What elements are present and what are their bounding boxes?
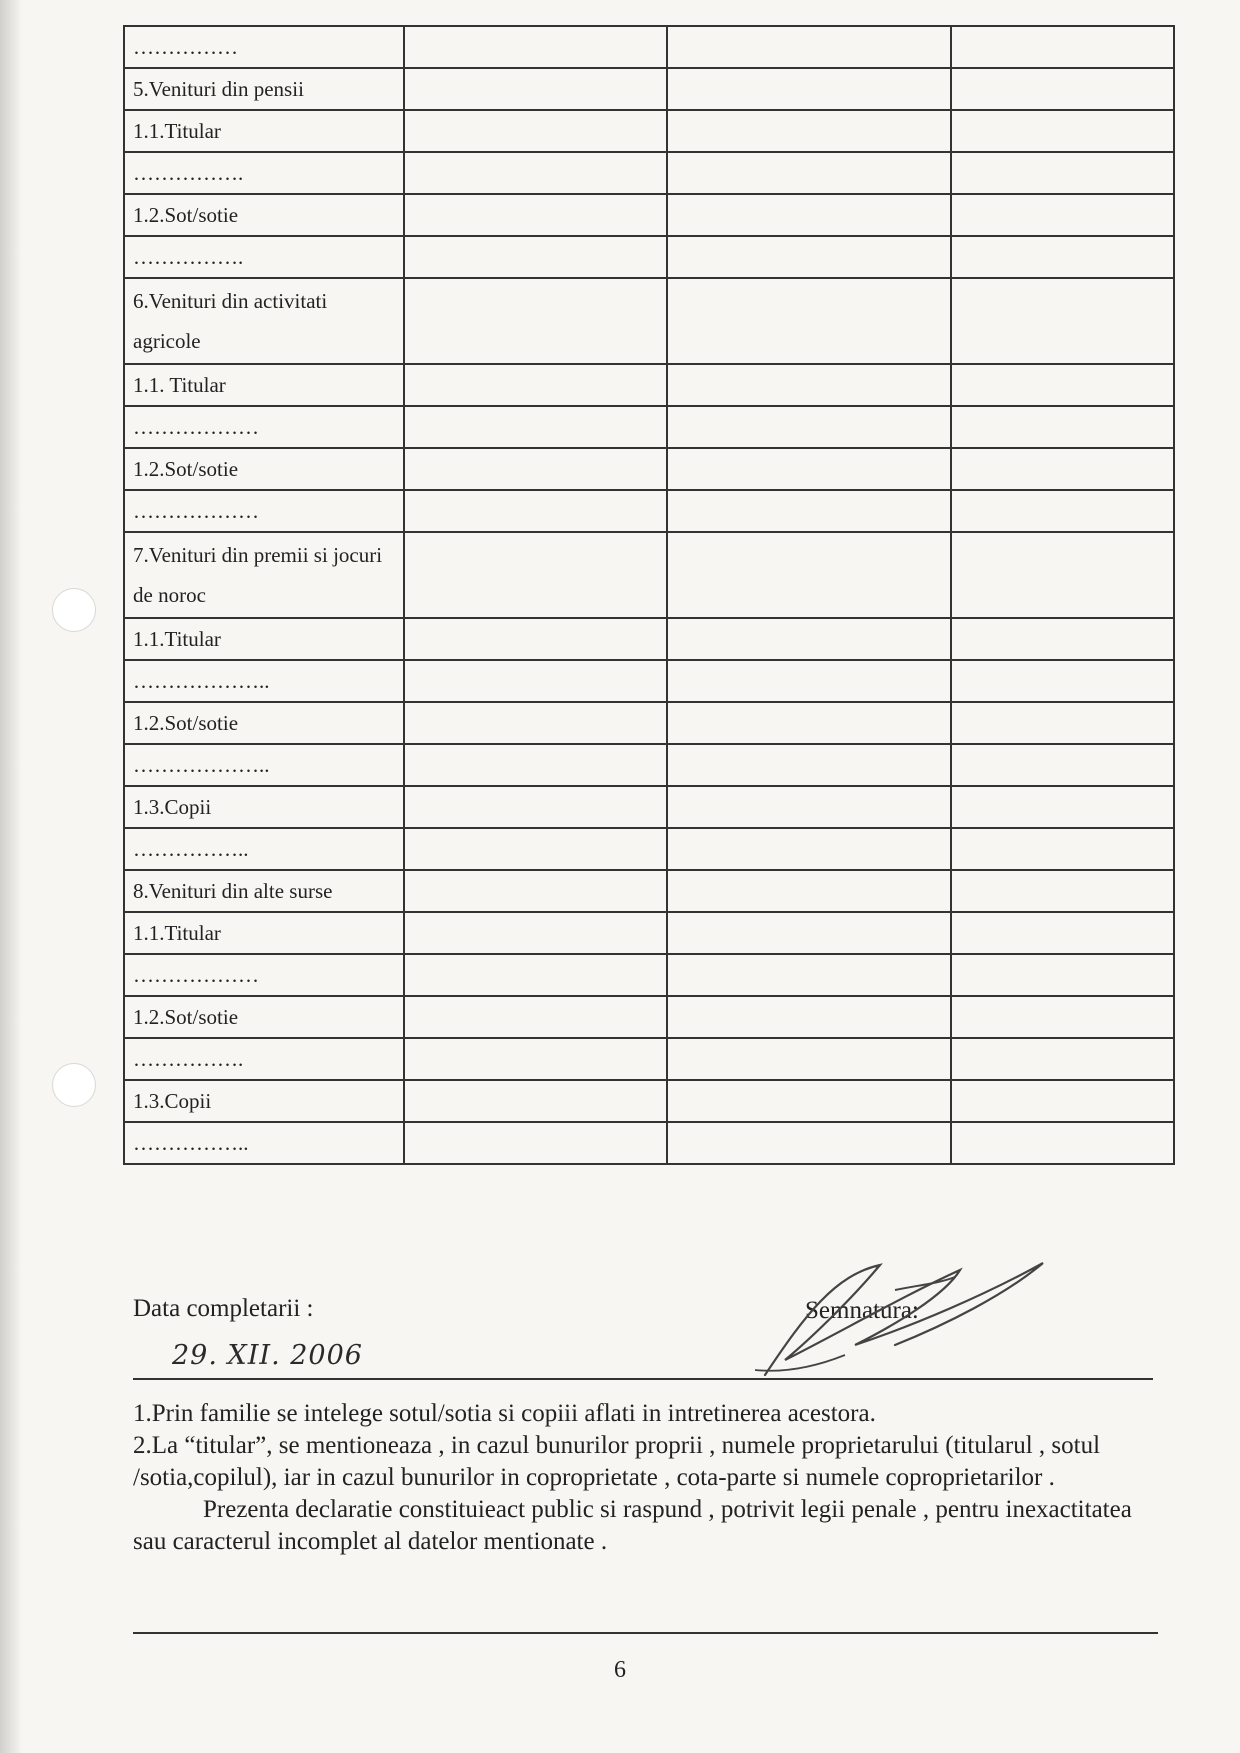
row-label-cell: 1.3.Copii — [124, 786, 404, 828]
table-row — [124, 1080, 1174, 1122]
value-cell — [404, 660, 667, 702]
value-cell — [951, 828, 1174, 870]
row-label-cell: …………….. — [124, 828, 404, 870]
value-cell — [667, 786, 951, 828]
table-row — [124, 870, 1174, 912]
footnote-2: 2.La “titular”, se mentioneaza , in cazul bunurilor proprii , numele proprietarului (titularul , sotul /sotia,copilul), iar in cazul bunurilor in coproprietate , cota-parte si numele coproprietarilor . — [133, 1432, 1101, 1491]
row-label-cell: …………….. — [124, 1122, 404, 1164]
row-label-cell: 8.Venituri din alte surse — [124, 870, 404, 912]
table-row — [124, 406, 1174, 448]
value-cell — [404, 828, 667, 870]
row-label-cell: ……………… — [124, 406, 404, 448]
footnote-1: 1.Prin familie se intelege sotul/sotia si copiii aflati in intretinerea acestora. — [133, 1400, 876, 1427]
value-cell — [951, 660, 1174, 702]
value-cell — [667, 490, 951, 532]
value-cell — [404, 744, 667, 786]
value-cell — [667, 744, 951, 786]
value-cell — [667, 660, 951, 702]
table-row — [124, 1038, 1174, 1080]
value-cell — [667, 406, 951, 448]
value-cell — [404, 490, 667, 532]
value-cell — [404, 26, 667, 68]
value-cell — [404, 406, 667, 448]
table-row — [124, 786, 1174, 828]
row-label-cell: 1.2.Sot/sotie — [124, 702, 404, 744]
value-cell — [404, 448, 667, 490]
table-row — [124, 278, 1174, 364]
value-cell — [951, 194, 1174, 236]
value-cell — [951, 278, 1174, 364]
row-label-cell: 1.1.Titular — [124, 618, 404, 660]
row-label-cell: ……………….. — [124, 660, 404, 702]
table-row — [124, 828, 1174, 870]
value-cell — [951, 68, 1174, 110]
value-cell — [404, 870, 667, 912]
value-cell — [404, 152, 667, 194]
value-cell — [404, 996, 667, 1038]
value-cell — [951, 744, 1174, 786]
income-table-body — [124, 26, 1174, 1164]
value-cell — [667, 364, 951, 406]
table-row — [124, 448, 1174, 490]
table-row — [124, 364, 1174, 406]
row-label-cell: 6.Venituri din activitati agricole — [124, 278, 404, 364]
table-row — [124, 1122, 1174, 1164]
value-cell — [667, 68, 951, 110]
value-cell — [951, 1122, 1174, 1164]
table-row — [124, 26, 1174, 68]
value-cell — [667, 870, 951, 912]
value-cell — [667, 26, 951, 68]
table-row — [124, 194, 1174, 236]
row-label-cell: ……………. — [124, 1038, 404, 1080]
value-cell — [404, 954, 667, 996]
row-label-cell: 1.3.Copii — [124, 1080, 404, 1122]
value-cell — [951, 1080, 1174, 1122]
footnotes — [133, 1398, 1143, 1558]
value-cell — [404, 1080, 667, 1122]
row-label-cell: 1.2.Sot/sotie — [124, 996, 404, 1038]
value-cell — [667, 618, 951, 660]
value-cell — [667, 1080, 951, 1122]
row-label-cell: 1.2.Sot/sotie — [124, 448, 404, 490]
value-cell — [404, 68, 667, 110]
row-label-cell: ……………… — [124, 490, 404, 532]
value-cell — [951, 364, 1174, 406]
value-cell — [667, 828, 951, 870]
table-row — [124, 236, 1174, 278]
table-row — [124, 110, 1174, 152]
value-cell — [404, 912, 667, 954]
row-label-cell: 7.Venituri din premii si jocuri de noroc — [124, 532, 404, 618]
date-label: Data completarii : — [133, 1295, 314, 1322]
value-cell — [667, 448, 951, 490]
value-cell — [404, 786, 667, 828]
value-cell — [667, 1038, 951, 1080]
value-cell — [951, 870, 1174, 912]
row-label-cell: 1.1. Titular — [124, 364, 404, 406]
table-row — [124, 490, 1174, 532]
row-label-cell: ……………… — [124, 954, 404, 996]
table-row — [124, 702, 1174, 744]
row-label-cell: ……………….. — [124, 744, 404, 786]
scan-edge-shadow — [0, 0, 22, 1753]
value-cell — [951, 702, 1174, 744]
page-bottom-divider — [133, 1632, 1158, 1634]
table-row — [124, 744, 1174, 786]
value-cell — [951, 152, 1174, 194]
value-cell — [404, 1122, 667, 1164]
value-cell — [404, 532, 667, 618]
value-cell — [951, 618, 1174, 660]
row-label-cell: ……………. — [124, 236, 404, 278]
table-row — [124, 954, 1174, 996]
value-cell — [667, 236, 951, 278]
row-label-cell: 1.2.Sot/sotie — [124, 194, 404, 236]
punch-hole — [52, 588, 96, 632]
value-cell — [951, 26, 1174, 68]
row-label-cell: 1.1.Titular — [124, 110, 404, 152]
value-cell — [667, 278, 951, 364]
value-cell — [667, 532, 951, 618]
punch-hole — [52, 1063, 96, 1107]
value-cell — [951, 236, 1174, 278]
income-table — [123, 25, 1175, 1165]
value-cell — [951, 786, 1174, 828]
value-cell — [667, 954, 951, 996]
footer-divider — [133, 1378, 1153, 1380]
value-cell — [951, 1038, 1174, 1080]
row-label-cell: ……………. — [124, 152, 404, 194]
row-label-cell: 1.1.Titular — [124, 912, 404, 954]
value-cell — [404, 194, 667, 236]
value-cell — [951, 110, 1174, 152]
table-row — [124, 532, 1174, 618]
page-number: 6 — [614, 1657, 626, 1683]
table-row — [124, 912, 1174, 954]
value-cell — [951, 532, 1174, 618]
value-cell — [667, 702, 951, 744]
value-cell — [667, 194, 951, 236]
value-cell — [951, 448, 1174, 490]
table-row — [124, 618, 1174, 660]
row-label-cell: 5.Venituri din pensii — [124, 68, 404, 110]
value-cell — [404, 1038, 667, 1080]
value-cell — [404, 702, 667, 744]
value-cell — [404, 110, 667, 152]
handwritten-signature — [745, 1255, 1065, 1380]
value-cell — [951, 490, 1174, 532]
table-row — [124, 996, 1174, 1038]
value-cell — [951, 954, 1174, 996]
value-cell — [667, 110, 951, 152]
date-handwritten-value: 29. XII. 2006 — [172, 1340, 363, 1371]
signature-label: Semnatura: — [805, 1297, 919, 1324]
value-cell — [667, 912, 951, 954]
value-cell — [404, 236, 667, 278]
table-row — [124, 660, 1174, 702]
value-cell — [951, 406, 1174, 448]
declaration-statement: Prezenta declaratie constituieact public si raspund , potrivit legii penale , pentru inexactitatea sau caracterul incomplet al datelor mentionate . — [133, 1496, 1132, 1555]
value-cell — [951, 996, 1174, 1038]
value-cell — [667, 1122, 951, 1164]
table-row — [124, 68, 1174, 110]
value-cell — [667, 152, 951, 194]
table-row — [124, 152, 1174, 194]
value-cell — [951, 912, 1174, 954]
value-cell — [404, 364, 667, 406]
row-label-cell: …………… — [124, 26, 404, 68]
value-cell — [667, 996, 951, 1038]
value-cell — [404, 618, 667, 660]
value-cell — [404, 278, 667, 364]
